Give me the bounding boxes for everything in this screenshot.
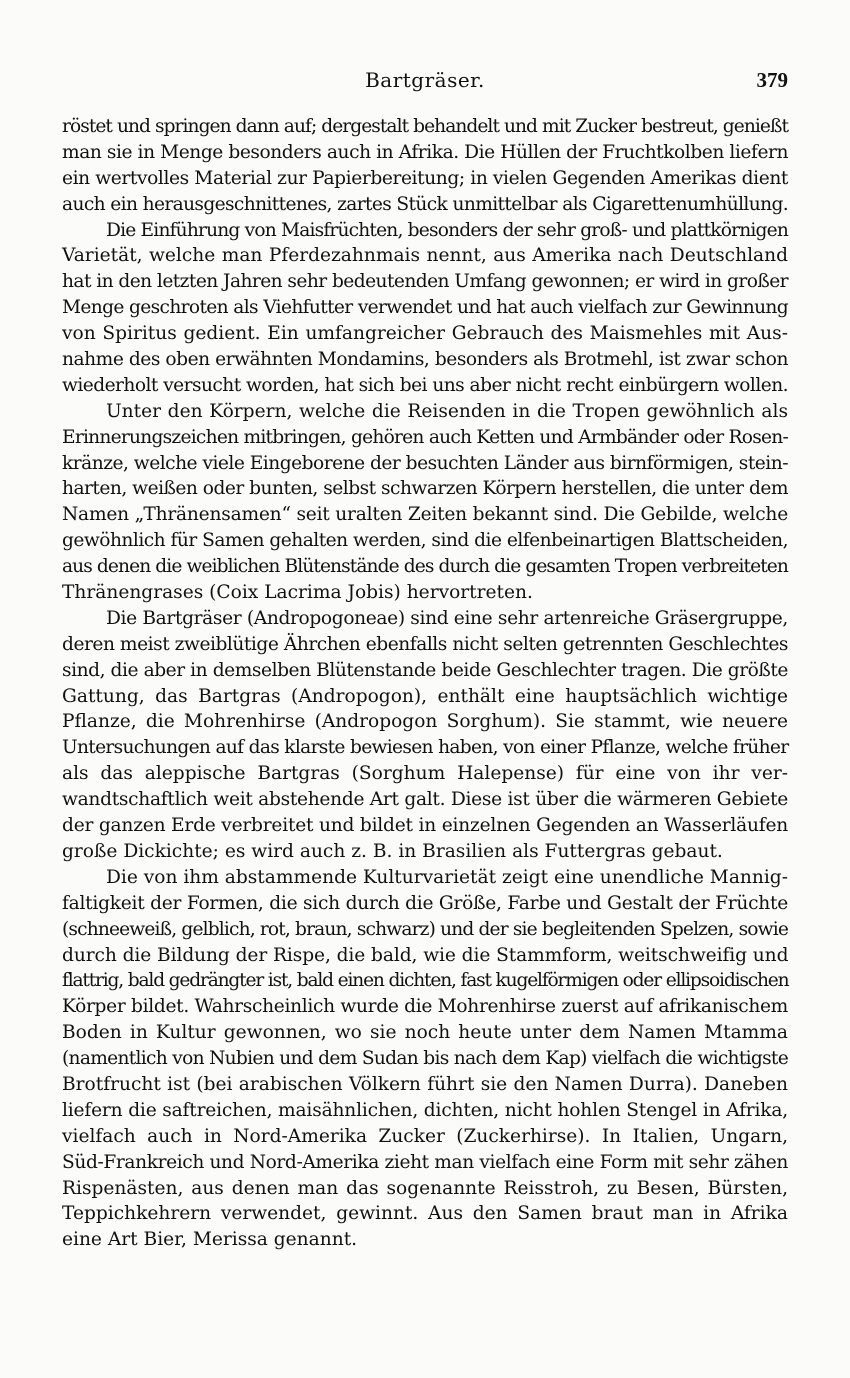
- paragraph-1: [62, 114, 788, 218]
- text-line: Unter den Körpern, welche die Reisenden in die Tropen gewöhnlich als: [106, 400, 788, 422]
- text-line: Namen „Thränensamen“ seit uralten Zeiten bekannt sind. Die Gebilde, welche: [62, 504, 788, 526]
- paragraph-4: [62, 606, 788, 865]
- text-line: faltigkeit der Formen, die sich durch die Größe, Farbe und Gestalt der Früchte: [62, 892, 788, 914]
- text-line: durch die Bildung der Rispe, die bald, wie die Stammform, weitschweifig und: [62, 944, 789, 966]
- text-line: hat in den letzten Jahren sehr bedeutenden Umfang gewonnen; er wird in großer: [62, 271, 788, 293]
- text-line: ein wertvolles Material zur Papierbereitung; in vielen Gegenden Amerikas dient: [62, 167, 789, 189]
- text-line: (namentlich von Nubien und dem Sudan bis nach dem Kap) vielfach die wichtigste: [62, 1048, 788, 1070]
- paragraph-5: [62, 865, 788, 1253]
- text-line: Boden in Kultur gewonnen, wo sie noch heute unter dem Namen Mtamma: [62, 1022, 788, 1044]
- text-line: Die Einführung von Maisfrüchten, besonders der sehr groß- und plattkörnigen: [106, 219, 788, 241]
- text-line: harten, weißen oder bunten, selbst schwarzen Körpern herstellen, die unter dem: [62, 478, 788, 500]
- text-line: eine Art Bier, Merissa genannt.: [62, 1229, 358, 1251]
- text-line: Untersuchungen auf das klarste bewiesen haben, von einer Pflanze, welche früher: [62, 737, 789, 759]
- text-line: auch ein herausgeschnittenes, zartes Stück unmittelbar als Cigarettenumhüllung.: [62, 193, 789, 215]
- text-line: deren meist zweiblütige Ährchen ebenfalls nicht selten getrennten Geschlechtes: [62, 633, 788, 655]
- text-line: große Dickichte; es wird auch z. B. in Brasilien als Futtergras gebaut.: [62, 840, 723, 862]
- text-line: liefern die saftreichen, maisähnlichen, dichten, nicht hohlen Stengel in Afrika,: [62, 1099, 789, 1121]
- text-line: Teppichkehrern verwendet, gewinnt. Aus den Samen braut man in Afrika: [62, 1203, 788, 1225]
- text-line: Die von ihm abstammende Kulturvarietät zeigt eine unendliche Mannig-: [106, 866, 788, 888]
- text-line: Menge geschroten als Viehfutter verwendet und hat auch vielfach zur Gewinnung: [62, 297, 789, 319]
- text-line: wandtschaftlich weit abstehende Art galt. Diese ist über die wärmeren Gebiete: [62, 789, 788, 811]
- text-line: kränze, welche viele Eingeborene der besuchten Länder aus birnförmigen, stein-: [62, 452, 788, 474]
- text-line: der ganzen Erde verbreitet und bildet in einzelnen Gegenden an Wasserläufen: [62, 815, 789, 837]
- text-line: von Spiritus gedient. Ein umfangreicher Gebrauch des Maismehles mit Aus-: [62, 323, 788, 345]
- text-line: Erinnerungszeichen mitbringen, gehören auch Ketten und Armbänder oder Rosen-: [62, 426, 789, 448]
- text-line: als das aleppische Bartgras (Sorghum Halepense) für eine von ihr ver-: [62, 763, 788, 785]
- text-line: gewöhnlich für Samen gehalten werden, sind die elfenbeinartigen Blattscheiden,: [62, 530, 789, 552]
- text-line: vielfach auch in Nord-Amerika Zucker (Zuckerhirse). In Italien, Ungarn,: [62, 1125, 788, 1147]
- text-line: Süd-Frankreich und Nord-Amerika zieht man vielfach eine Form mit sehr zähen: [62, 1151, 788, 1173]
- page-number: 379: [756, 68, 788, 92]
- text-line: Varietät, welche man Pferdezahnmais nennt, aus Amerika nach Deutschland: [62, 245, 788, 267]
- text-line: Pflanze, die Mohrenhirse (Andropogon Sorghum). Sie stammt, wie neuere: [62, 711, 788, 733]
- page-header: [62, 68, 788, 98]
- text-line: Brotfrucht ist (bei arabischen Völkern führt sie den Namen Durra). Daneben: [62, 1073, 788, 1095]
- text-line: Gattung, das Bartgras (Andropogon), enthält eine hauptsächlich wichtige: [62, 685, 788, 707]
- text-line: wiederholt versucht worden, hat sich bei uns aber nicht recht einbürgern wollen.: [62, 374, 788, 396]
- text-line: aus denen die weiblichen Blütenstände des durch die gesamten Tropen verbreiteten: [62, 556, 788, 578]
- text-line: man sie in Menge besonders auch in Afrika. Die Hüllen der Fruchtkolben liefern: [62, 141, 789, 163]
- text-line: (schneeweiß, gelblich, rot, braun, schwarz) und der sie begleitenden Spelzen, sowie: [62, 918, 788, 940]
- paragraph-2: [62, 218, 788, 399]
- paragraph-3: [62, 399, 788, 606]
- text-line: röstet und springen dann auf; dergestalt behandelt und mit Zucker bestreut, genießt: [62, 116, 788, 137]
- text-line: Die Bartgräser (Andropogoneae) sind eine sehr artenreiche Gräsergruppe,: [106, 607, 788, 629]
- text-line: Körper bildet. Wahrscheinlich wurde die Mohrenhirse zuerst auf afrikanischem: [62, 996, 788, 1018]
- text-line: sind, die aber in demselben Blütenstande beide Geschlechter tragen. Die größte: [62, 659, 788, 681]
- page-body: [62, 114, 788, 1253]
- text-line: nahme des oben erwähnten Mondamins, besonders als Brotmehl, ist zwar schon: [62, 349, 789, 371]
- text-line: Rispenästen, aus denen man das sogenannte Reisstroh, zu Besen, Bürsten,: [62, 1177, 788, 1199]
- text-line: Thränengrases (Coix Lacrima Jobis) hervortreten.: [62, 582, 533, 604]
- running-title: Bartgräser.: [365, 68, 485, 92]
- text-line: flattrig, bald gedrängter ist, bald einen dichten, fast kugelförmigen oder ellipsoidischen: [62, 970, 789, 992]
